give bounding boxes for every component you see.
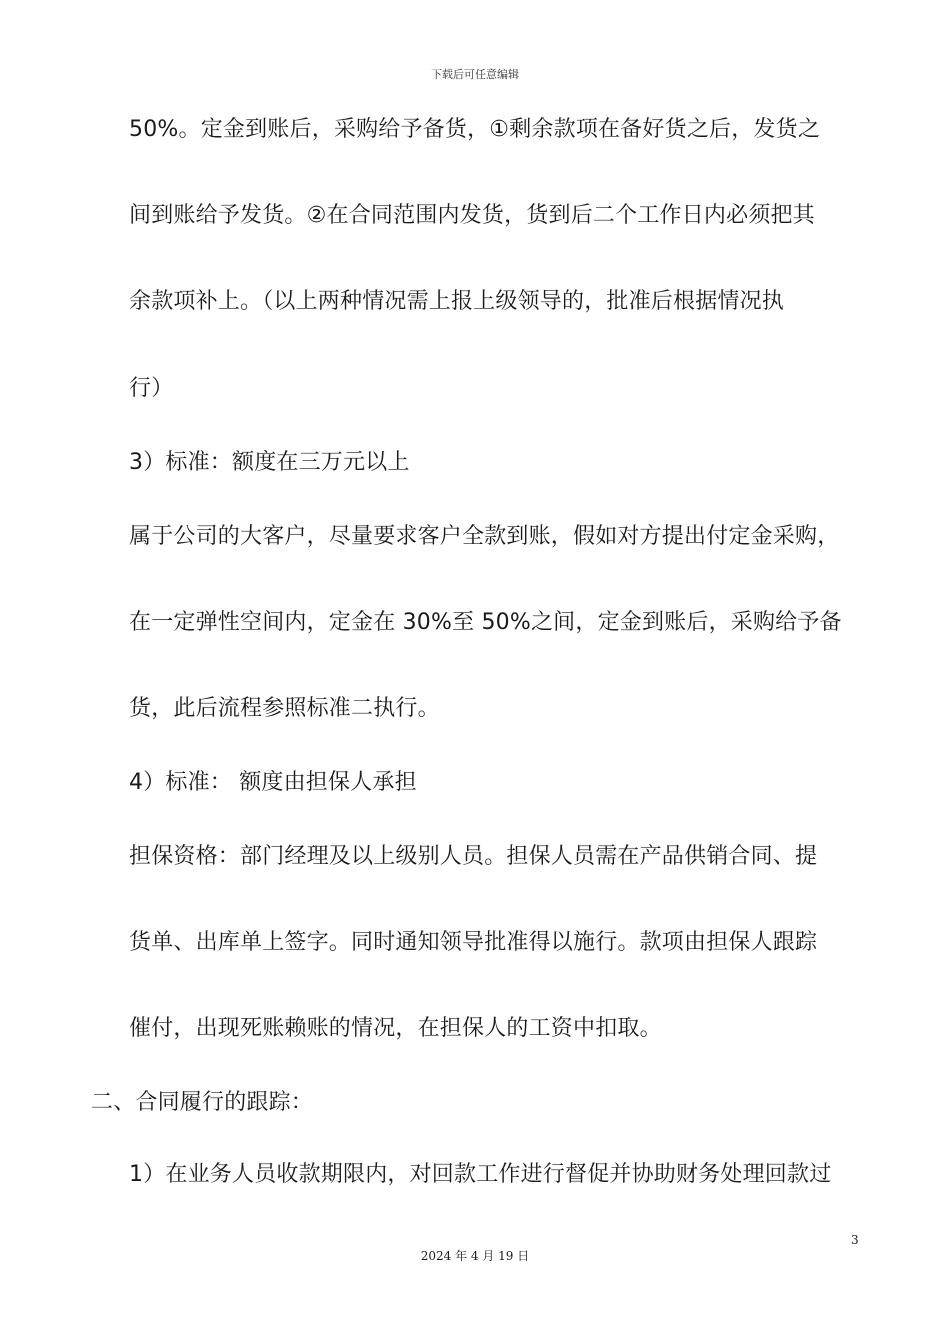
page-number: 3 — [851, 1233, 859, 1247]
body-line: 50%。定金到账后，采购给予备货，①剩余款项在备好货之后，发货之 — [129, 117, 821, 142]
page-header: 下载后可任意编辑 — [431, 68, 519, 81]
section-heading: 3）标准：额度在三万元以上 — [129, 450, 410, 475]
chapter-heading: 二、合同履行的跟踪： — [91, 1090, 314, 1115]
body-line: 余款项补上。（以上两种情况需上报上级领导的，批准后根据情况执 — [129, 289, 785, 314]
footer-date: 2024 年 4 月 19 日 — [420, 1249, 530, 1263]
body-line: 货，此后流程参照标准二执行。 — [129, 696, 440, 721]
body-line: 间到账给予发货。②在合同范围内发货，货到后二个工作日内必须把其 — [129, 203, 815, 228]
section-heading: 4）标准： 额度由担保人承担 — [129, 770, 417, 795]
body-line: 担保资格：部门经理及以上级别人员。担保人员需在产品供销合同、提 — [129, 844, 818, 869]
body-line: 行） — [129, 376, 174, 401]
body-line: 催付，出现死账赖账的情况，在担保人的工资中扣取。 — [129, 1016, 662, 1041]
body-line: 属于公司的大客户，尽量要求客户全款到账，假如对方提出付定金采购， — [129, 524, 840, 549]
body-line: 1）在业务人员收款期限内，对回款工作进行督促并协助财务处理回款过 — [129, 1162, 832, 1187]
body-line: 货单、出库单上签字。同时通知领导批准得以施行。款项由担保人跟踪 — [129, 930, 818, 955]
body-line: 在一定弹性空间内，定金在 30%至 50%之间，定金到账后，采购给予备 — [129, 610, 842, 635]
